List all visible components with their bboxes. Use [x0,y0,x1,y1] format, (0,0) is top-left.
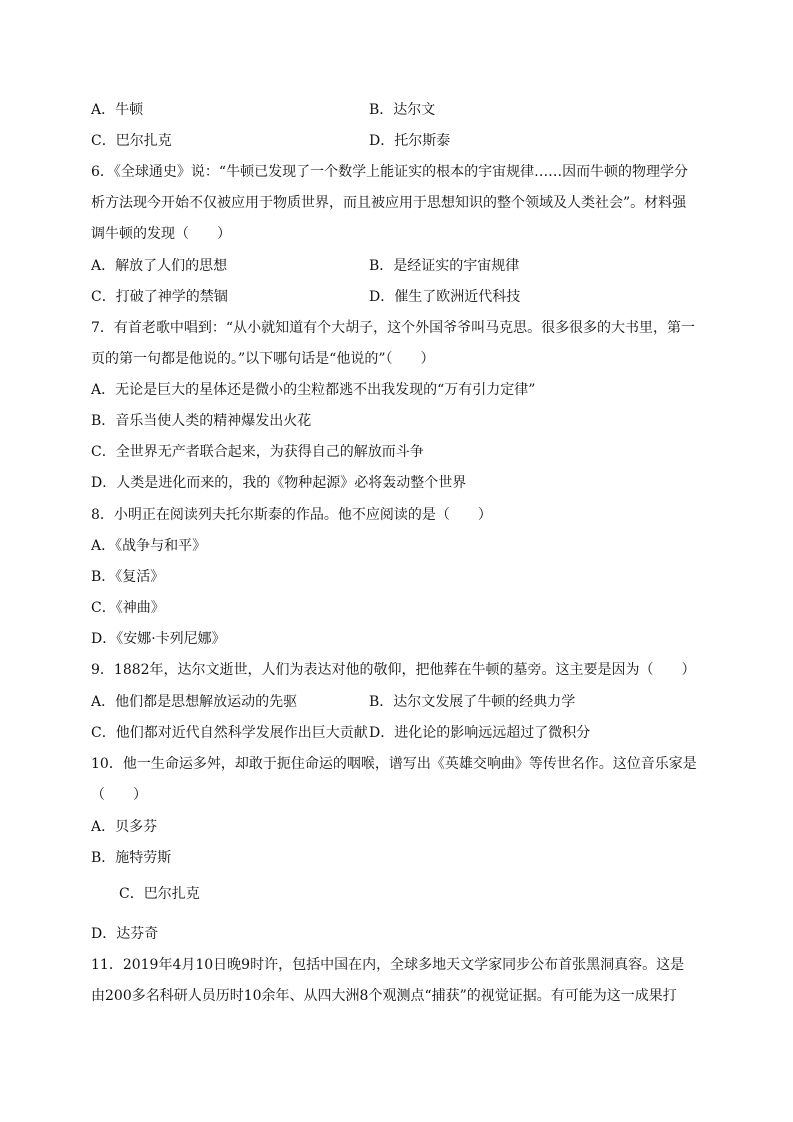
q5-option-b: B．达尔文 [369,102,436,118]
q10-option-c: C．巴尔扎克 [119,886,200,902]
q6-option-a: A．解放了人们的思想 [91,258,228,274]
q8-option-b: B．《复活》 [91,569,165,585]
q5-option-a: A．牛顿 [91,102,144,118]
q5-option-d: D．托尔斯泰 [369,133,451,149]
q11-stem-line2: 由200多名科研人员历时10余年、从四大洲8个观测点“捕获”的视觉证据。有可能为这一成果打 [91,988,677,1004]
q9-option-a: A．他们都是思想解放运动的先驱 [91,694,298,710]
q8-option-d: D．《安娜·卡列尼娜》 [91,631,226,647]
q6-option-d: D．催生了欧洲近代科技 [369,289,521,305]
q5-option-c: C．巴尔扎克 [91,133,172,149]
q6-stem-line1: 6．《全球通史》说：“牛顿已发现了一个数学上能证实的根本的宇宙规律……因而牛顿的物理学分 [91,164,689,180]
q6-option-b: B．是经证实的宇宙规律 [369,258,520,274]
q7-option-d: D．人类是进化而来的，我的《物种起源》必将轰动整个世界 [91,475,467,491]
q7-option-b: B．音乐当使人类的精神爆发出火花 [91,413,312,429]
q9-option-d: D．进化论的影响远远超过了微积分 [369,725,591,741]
q10-option-a: A．贝多芬 [91,819,158,835]
q6-stem-line2: 析方法现今开始不仅被应用于物质世界，而且被应用于思想知识的整个领域及人类社会”。材料强 [91,195,687,211]
q10-option-b: B．施特劳斯 [91,850,172,866]
q10-option-d: D．达芬奇 [91,926,159,942]
q6-stem-line3: 调牛顿的发现（ ） [91,226,231,242]
q11-stem-line1: 11．2019年4月10日晚9时许，包括中国在内，全球多地天文学家同步公布首张黑洞真容。这是 [91,957,685,973]
q7-option-a: A．无论是巨大的星体还是微小的尘粒都逃不出我发现的“万有引力定律” [91,382,536,398]
q10-stem-line2: （ ） [91,787,147,803]
q8-option-c: C．《神曲》 [91,600,165,616]
q6-option-c: C．打破了神学的禁锢 [91,289,228,305]
q9-option-c: C．他们都对近代自然科学发展作出巨大贡献 [91,725,368,741]
q7-stem-line2: 页的第一句都是他说的。”以下哪句话是“他说的”（ ） [91,351,435,367]
q10-stem-line1: 10．他一生命运多舛，却敢于扼住命运的咽喉，谱写出《英雄交响曲》等传世名作。这位音乐家是 [91,756,697,772]
q9-option-b: B．达尔文发展了牛顿的经典力学 [369,694,576,710]
q9-stem: 9．1882年，达尔文逝世，人们为表达对他的敬仰，把他葬在牛顿的墓旁。这主要是因为（ ） [91,662,696,678]
q8-stem: 8．小明正在阅读列夫托尔斯泰的作品。他不应阅读的是（ ） [91,507,492,523]
q7-option-c: C．全世界无产者联合起来，为获得自己的解放而斗争 [91,444,424,460]
q7-stem-line1: 7．有首老歌中唱到：“从小就知道有个大胡子，这个外国爷爷叫马克思。很多很多的大书里，第一 [91,320,696,336]
q8-option-a: A．《战争与和平》 [91,538,207,554]
